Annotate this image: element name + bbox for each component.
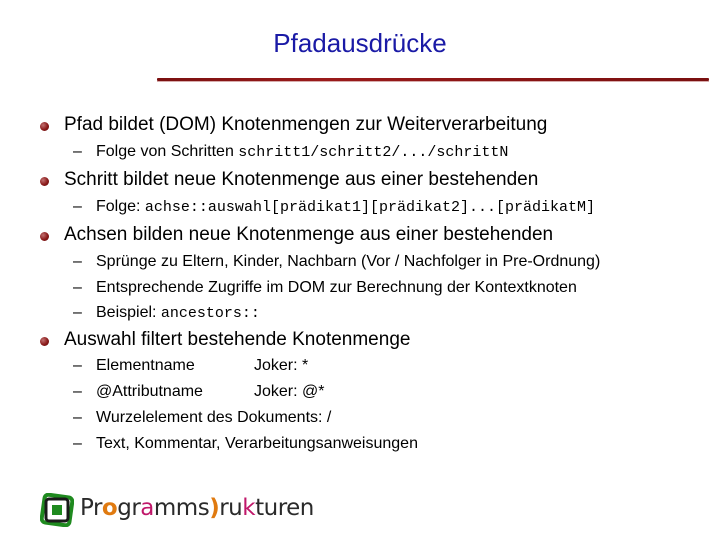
code-text: ancestors::	[160, 305, 260, 322]
bullet-marker	[40, 177, 49, 186]
logo-text-part: mms	[153, 495, 210, 521]
sub-text: @Attributname	[96, 383, 203, 400]
logo-text-part: turen	[255, 495, 314, 521]
dash: –	[73, 304, 82, 321]
logo-text-part: o	[101, 495, 118, 521]
programmstrukturen-logo	[40, 491, 314, 529]
bullet-2-sub-1	[73, 198, 595, 216]
logo-text-part: ru	[219, 495, 243, 521]
joker-text: Joker: @*	[254, 383, 325, 400]
dash: –	[73, 357, 82, 374]
joker-text: Joker: *	[254, 357, 309, 374]
bullet-4-sub-4	[73, 435, 418, 453]
logo-bracket-icon: )	[209, 495, 220, 521]
sub-text: Folge von Schritten	[96, 143, 239, 160]
logo-wordmark	[80, 495, 314, 521]
bullet-marker	[40, 337, 49, 346]
sub-text: Wurzelelement des Dokuments: /	[96, 409, 332, 426]
logo-mark-icon	[40, 493, 74, 527]
logo-text-part: gr	[117, 495, 141, 521]
bullet-3-sub-2	[73, 279, 577, 297]
dash: –	[73, 279, 82, 296]
sub-text: Entsprechende Zugriffe im DOM zur Berechnung der Kontextknoten	[96, 279, 577, 296]
sub-text: Sprünge zu Eltern, Kinder, Nachbarn (Vor / Nachfolger in Pre-Ordnung)	[96, 253, 601, 270]
bullet-2-text: Schritt bildet neue Knotenmenge aus einer bestehenden	[64, 169, 539, 190]
bullet-marker	[40, 122, 49, 131]
sub-text: Text, Kommentar, Verarbeitungsanweisungen	[96, 435, 418, 452]
bullet-3-text: Achsen bilden neue Knotenmenge aus einer bestehenden	[64, 224, 554, 245]
bullet-3-sub-3	[73, 304, 260, 322]
bullet-3-sub-1	[73, 253, 600, 271]
code-text: schritt1/schritt2/.../schrittN	[238, 144, 509, 161]
bullet-4-text: Auswahl filtert bestehende Knotenmenge	[64, 329, 411, 350]
sub-text: Folge:	[96, 198, 145, 215]
bullet-4-sub-1	[73, 357, 308, 375]
logo-text-part: k	[242, 495, 256, 521]
bullet-4-sub-3	[73, 409, 331, 427]
logo-text-part: a	[140, 495, 154, 521]
dash: –	[73, 253, 82, 270]
logo-text-part: Pr	[80, 495, 102, 521]
bullet-1-text: Pfad bildet (DOM) Knotenmengen zur Weiterverarbeitung	[64, 114, 548, 135]
bullet-marker	[40, 232, 49, 241]
bullet-4-sub-2	[73, 383, 324, 401]
sub-text: Elementname	[96, 357, 195, 374]
dash: –	[73, 409, 82, 426]
dash: –	[73, 143, 82, 160]
dash: –	[73, 198, 82, 215]
bullet-1-sub-1	[73, 143, 508, 161]
dash: –	[73, 383, 82, 400]
code-text: achse::auswahl[prädikat1][prädikat2]...[prädikatM]	[144, 199, 595, 216]
slide-title: Pfadausdrücke	[273, 28, 447, 58]
dash: –	[73, 435, 82, 452]
sub-text: Beispiel:	[96, 304, 161, 321]
